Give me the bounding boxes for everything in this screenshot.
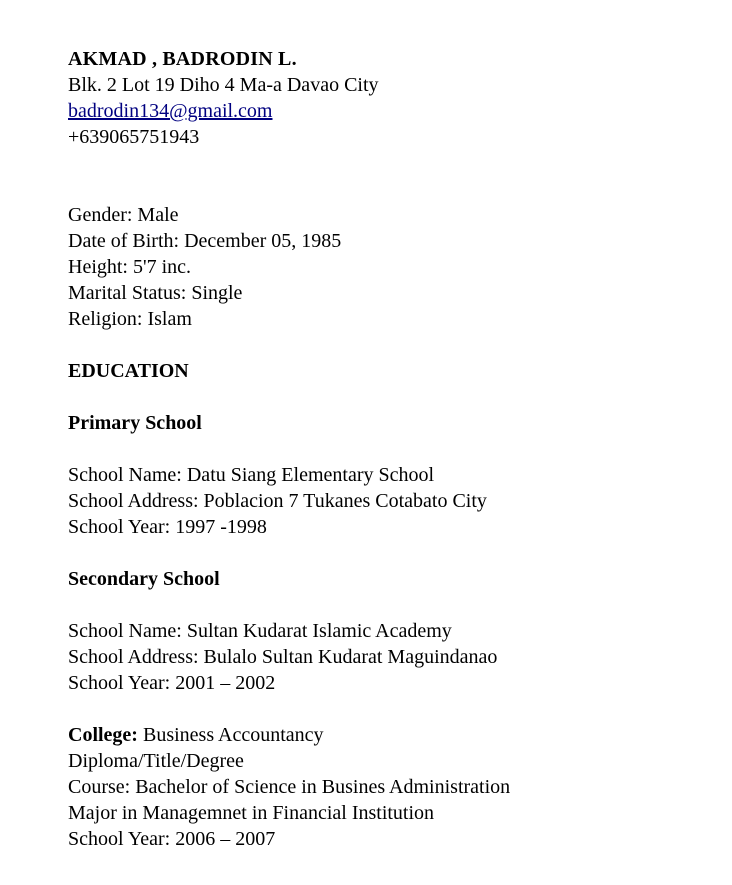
- marital-status-line: Marital Status: Single: [68, 282, 243, 304]
- secondary-school-heading: Secondary School: [68, 568, 220, 590]
- height-line: Height: 5'7 inc.: [68, 256, 192, 278]
- primary-school-heading: Primary School: [68, 412, 202, 434]
- spacer-line: [68, 540, 692, 566]
- religion-line: Religion: Islam: [68, 308, 192, 330]
- spacer-line: [68, 150, 692, 176]
- spacer-line: [68, 696, 692, 722]
- primary-school-name-line: School Name: Datu Siang Elementary School: [68, 464, 435, 486]
- college-value: Business Accountancy: [142, 724, 324, 746]
- secondary-school-year-line: School Year: 2001 – 2002: [68, 672, 276, 694]
- education-section-title: EDUCATION: [68, 360, 189, 382]
- primary-school-address-line: School Address: Poblacion 7 Tukanes Cotabato City: [68, 490, 487, 512]
- spacer-line: [68, 176, 692, 202]
- address-line: Blk. 2 Lot 19 Diho 4 Ma-a Davao City: [68, 74, 379, 96]
- birthdate-line: Date of Birth: December 05, 1985: [68, 230, 342, 252]
- spacer-line: [68, 436, 692, 462]
- spacer-line: [68, 332, 692, 358]
- secondary-school-address-line: School Address: Bulalo Sultan Kudarat Maguindanao: [68, 646, 498, 668]
- person-name: AKMAD , BADRODIN L.: [68, 48, 297, 70]
- secondary-school-name-line: School Name: Sultan Kudarat Islamic Academy: [68, 620, 452, 642]
- college-year-line: School Year: 2006 – 2007: [68, 828, 276, 850]
- email-link[interactable]: badrodin134@gmail.com: [68, 100, 273, 122]
- college-major-line: Major in Managemnet in Financial Institution: [68, 802, 435, 824]
- spacer-line: [68, 592, 692, 618]
- college-diploma-line: Diploma/Title/Degree: [68, 750, 244, 772]
- phone-line: +639065751943: [68, 126, 200, 148]
- gender-line: Gender: Male: [68, 204, 179, 226]
- spacer-line: [68, 384, 692, 410]
- college-heading-line: [68, 722, 692, 748]
- college-label: College:: [68, 724, 138, 746]
- college-course-line: Course: Bachelor of Science in Busines Administration: [68, 776, 511, 798]
- primary-school-year-line: School Year: 1997 -1998: [68, 516, 267, 538]
